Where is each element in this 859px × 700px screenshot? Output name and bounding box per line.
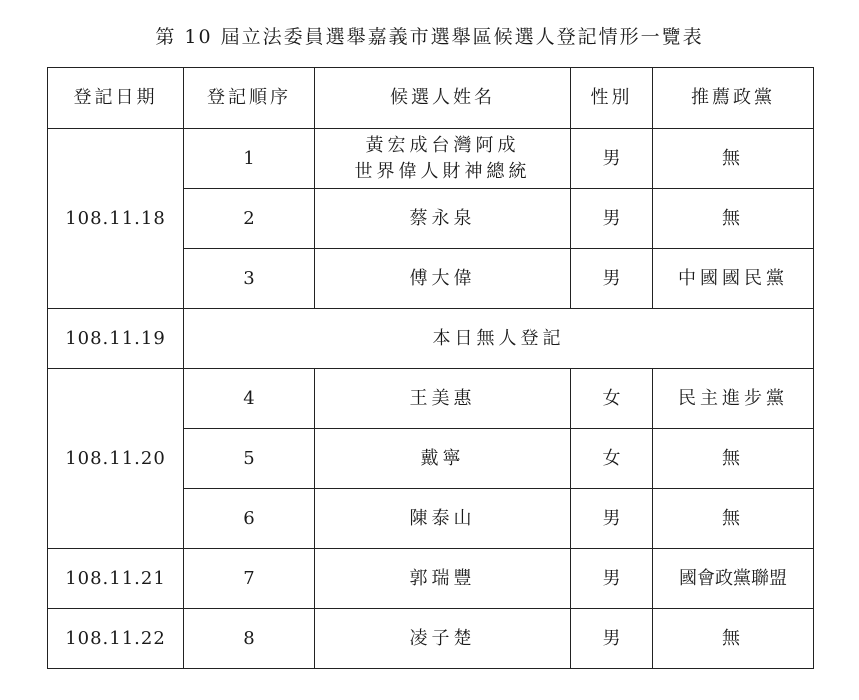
name-cell [315, 129, 571, 189]
order-cell: 2 [184, 189, 315, 249]
party-cell: 無 [653, 609, 814, 669]
party-cell: 中國國民黨 [653, 249, 814, 309]
party-cell: 無 [653, 189, 814, 249]
no-registration-note: 本日無人登記 [184, 309, 814, 369]
table-row [48, 369, 814, 429]
name-cell: 蔡永泉 [315, 189, 571, 249]
date-cell: 108.11.22 [48, 609, 184, 669]
order-cell: 4 [184, 369, 315, 429]
table-row [48, 549, 814, 609]
name-cell: 傅大偉 [315, 249, 571, 309]
order-cell: 1 [184, 129, 315, 189]
gender-cell: 女 [571, 429, 653, 489]
gender-cell: 男 [571, 189, 653, 249]
date-cell: 108.11.21 [48, 549, 184, 609]
header-party: 推薦政黨 [653, 68, 814, 129]
gender-cell: 男 [571, 609, 653, 669]
header-order: 登記順序 [184, 68, 315, 129]
date-cell: 108.11.18 [48, 129, 184, 309]
name-line: 黃宏成台灣阿成 [365, 134, 520, 156]
gender-cell: 男 [571, 549, 653, 609]
name-cell: 郭瑞豐 [315, 549, 571, 609]
party-cell: 無 [653, 489, 814, 549]
table-row [48, 309, 814, 369]
table-row [48, 129, 814, 189]
gender-cell: 男 [571, 249, 653, 309]
name-cell: 陳泰山 [315, 489, 571, 549]
order-cell: 5 [184, 429, 315, 489]
gender-cell: 女 [571, 369, 653, 429]
name-line: 世界偉人財神總統 [354, 160, 531, 182]
header-name: 候選人姓名 [315, 68, 571, 129]
page-title: 第 10 屆立法委員選舉嘉義市選舉區候選人登記情形一覽表 [155, 26, 704, 48]
order-cell: 6 [184, 489, 315, 549]
order-cell: 7 [184, 549, 315, 609]
header-date: 登記日期 [48, 68, 184, 129]
gender-cell: 男 [571, 489, 653, 549]
party-cell: 無 [653, 429, 814, 489]
party-cell: 國會政黨聯盟 [653, 549, 814, 609]
party-cell: 民主進步黨 [653, 369, 814, 429]
header-row [48, 68, 814, 129]
date-cell: 108.11.19 [48, 309, 184, 369]
party-cell: 無 [653, 129, 814, 189]
order-cell: 3 [184, 249, 315, 309]
date-cell: 108.11.20 [48, 369, 184, 549]
header-gender: 性別 [571, 68, 653, 129]
table-row [48, 609, 814, 669]
order-cell: 8 [184, 609, 315, 669]
name-cell: 王美惠 [315, 369, 571, 429]
name-cell: 戴寧 [315, 429, 571, 489]
candidate-registration-table [47, 67, 814, 669]
name-cell: 凌子楚 [315, 609, 571, 669]
gender-cell: 男 [571, 129, 653, 189]
